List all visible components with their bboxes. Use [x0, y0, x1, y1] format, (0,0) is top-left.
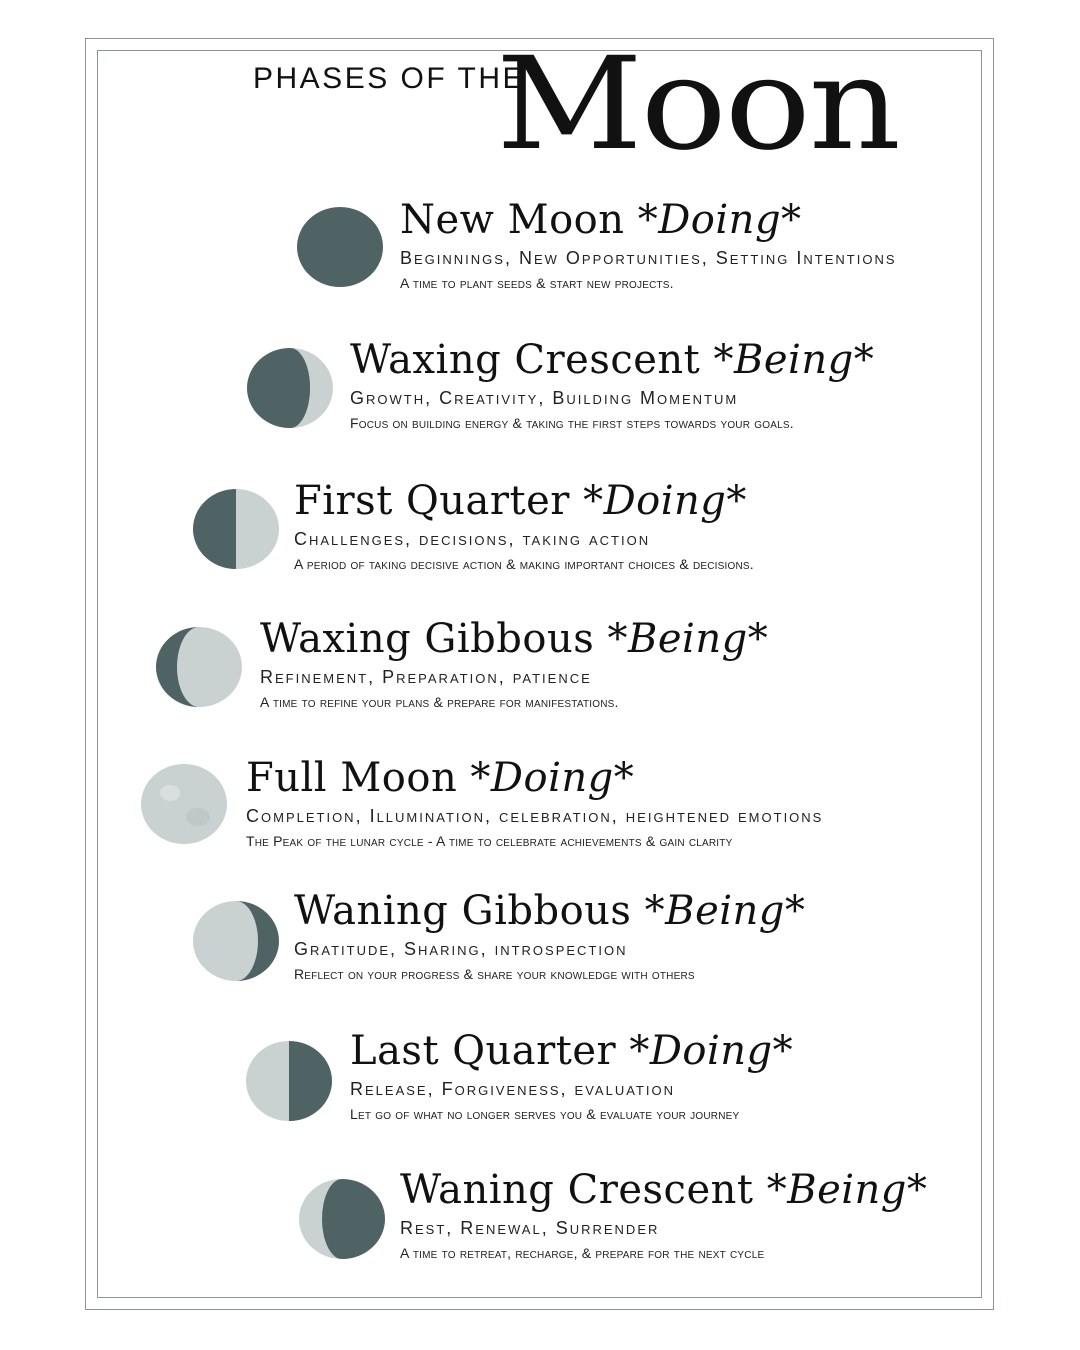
- phase-keywords: Challenges, decisions, taking action: [294, 529, 651, 549]
- phase-text: [294, 479, 754, 575]
- phase-description: Let go of what no longer serves you & evaluate your journey: [350, 1106, 740, 1122]
- phase-keywords: Refinement, Preparation, patience: [260, 667, 592, 687]
- phase-name: [294, 889, 805, 933]
- phase-tag: *Doing*: [583, 478, 747, 524]
- phase-keywords: Growth, Creativity, Building Momentum: [350, 388, 739, 408]
- phase-tag: *Being*: [644, 888, 806, 934]
- phase-keywords: Rest, Renewal, Surrender: [400, 1218, 660, 1238]
- title-prefix: PHASES OF THE: [253, 62, 526, 95]
- phase-text: [246, 756, 823, 852]
- phase-text: [400, 1168, 927, 1264]
- phase-text: [350, 1029, 793, 1125]
- last-quarter-icon: [245, 1040, 333, 1122]
- phase-name: [294, 479, 754, 523]
- phase-name: [350, 1029, 793, 1073]
- waxing-crescent-icon: [246, 347, 334, 429]
- phase-description: A time to plant seeds & start new projects.: [400, 275, 674, 291]
- phase-tag: *Doing*: [470, 755, 635, 801]
- phase-title: Full Moon: [246, 755, 458, 801]
- phase-tag: *Being*: [607, 616, 769, 662]
- phase-title: First Quarter: [294, 478, 570, 524]
- phase-text: [260, 617, 768, 713]
- phase-description: A time to retreat, recharge, & prepare for the next cycle: [400, 1245, 765, 1261]
- phase-description: A time to refine your plans & prepare for manifestations.: [260, 694, 619, 710]
- phase-name: [350, 338, 874, 382]
- phase-description: A period of taking decisive action & making important choices & decisions.: [294, 556, 754, 572]
- phase-title: Last Quarter: [350, 1028, 617, 1074]
- phase-text: [350, 338, 874, 434]
- phase-title: Waning Crescent: [400, 1167, 754, 1213]
- phase-tag: *Doing*: [637, 197, 802, 243]
- phase-description: Focus on building energy & taking the first steps towards your goals.: [350, 415, 794, 431]
- waning-crescent-icon: [298, 1178, 386, 1260]
- phase-keywords: Gratitude, Sharing, introspection: [294, 939, 628, 959]
- phase-title: Waxing Gibbous: [260, 616, 595, 662]
- phase-description: Reflect on your progress & share your knowledge with others: [294, 966, 695, 982]
- phase-description: The Peak of the lunar cycle - A time to celebrate achievements & gain clarity: [246, 833, 733, 849]
- waning-gibbous-icon: [192, 900, 280, 982]
- new-moon-icon: [296, 206, 384, 288]
- title-main: Moon: [496, 30, 899, 179]
- phase-tag: *Being*: [766, 1167, 928, 1213]
- phase-keywords: Beginnings, New Opportunities, Setting Intentions: [400, 248, 897, 268]
- phase-tag: *Being*: [713, 337, 875, 383]
- phase-text: [294, 889, 805, 985]
- phase-text: [400, 198, 897, 294]
- phase-tag: *Doing*: [629, 1028, 794, 1074]
- phase-title: Waxing Crescent: [350, 337, 701, 383]
- phase-title: New Moon: [400, 197, 625, 243]
- phase-name: [400, 1168, 927, 1212]
- full-moon-icon: [140, 763, 228, 845]
- phase-keywords: Completion, Illumination, celebration, heightened emotions: [246, 806, 824, 826]
- phase-name: [400, 198, 897, 242]
- first-quarter-icon: [192, 488, 280, 570]
- waxing-gibbous-icon: [155, 626, 243, 708]
- phase-keywords: Release, Forgiveness, evaluation: [350, 1079, 675, 1099]
- phase-name: [246, 756, 823, 800]
- phase-title: Waning Gibbous: [294, 888, 632, 934]
- phase-name: [260, 617, 768, 661]
